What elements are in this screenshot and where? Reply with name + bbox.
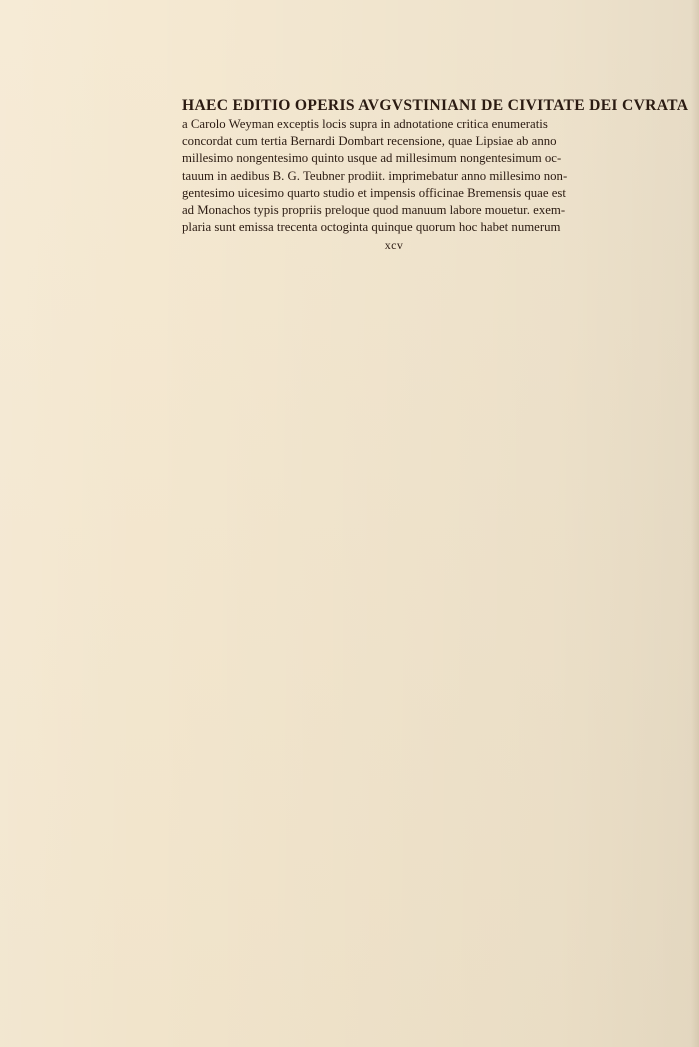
colophon-block: [182, 97, 689, 253]
colophon-heading: HAEC EDITIO OPERIS AVGVSTINIANI DE CIVITATE DEI CVRATA: [182, 97, 689, 114]
page-number: xcv: [384, 238, 404, 253]
colophon-line-6: ad Monachos typis propriis preloque quod manuum labore mouetur. exem-: [182, 203, 566, 218]
colophon-line-7: plaria sunt emissa trecenta octoginta quinque quorum hoc habet numerum: [182, 220, 561, 235]
colophon-line-5: gentesimo uicesimo quarto studio et impensis officinae Bremensis quae est: [182, 185, 566, 200]
page-edge-shadow: [691, 0, 699, 1047]
colophon-line-3: millesimo nongentesimo quinto usque ad millesimum nongentesimum oc-: [182, 151, 562, 166]
colophon-line-1: a Carolo Weyman exceptis locis supra in adnotatione critica enumeratis: [182, 117, 548, 131]
colophon-line-2: concordat cum tertia Bernardi Dombart recensione, quae Lipsiae ab anno: [182, 134, 557, 149]
colophon-body: [182, 116, 606, 236]
colophon-line-4: tauum in aedibus B. G. Teubner prodiit. imprimebatur anno millesimo non-: [182, 168, 568, 183]
